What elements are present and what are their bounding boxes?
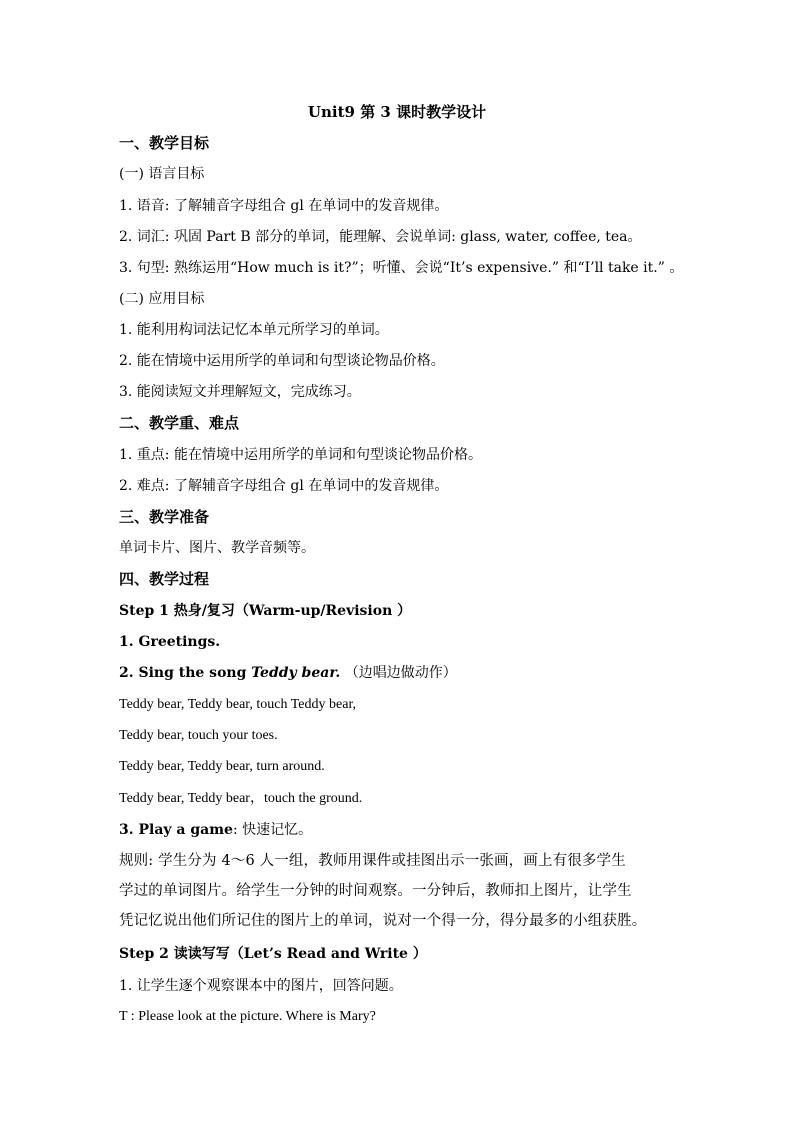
section-heading-key-points: 二、教学重、难点 xyxy=(119,414,240,432)
section-heading-preparation: 三、教学准备 xyxy=(119,508,210,526)
subheading-language-goals: (一) 语言目标 xyxy=(119,166,205,182)
rules-line: 学过的单词图片。给学生一分钟的时间观察。一分钟后，教师扣上图片，让学生 xyxy=(119,883,632,899)
dialog-line: T : Please look at the picture. Where is Mary? xyxy=(119,1009,376,1024)
rules-line: 凭记忆说出他们所记住的图片上的单词，说对一个得一分，得分最多的小组获胜。 xyxy=(119,913,647,929)
sing-song-note: （边唱边做动作） xyxy=(340,665,457,681)
game-item xyxy=(119,820,312,840)
section-heading-process: 四、教学过程 xyxy=(119,570,210,588)
sing-song-item xyxy=(119,663,457,683)
rules-line: 规则: 学生分为 4～6 人一组，教师用课件或挂图出示一张画，画上有很多学生 xyxy=(119,853,626,869)
game-label: 3. Play a game xyxy=(119,822,233,838)
sing-song-prefix: 2. Sing the song xyxy=(119,665,252,681)
language-goal-item: 1. 语音: 了解辅音字母组合 gl 在单词中的发音规律。 xyxy=(119,198,449,214)
subheading-application-goals: (二) 应用目标 xyxy=(119,291,205,307)
rules-paragraph xyxy=(119,846,679,936)
application-goal-item: 3. 能阅读短文并理解短文，完成练习。 xyxy=(119,384,361,400)
language-goal-item: 3. 句型: 熟练运用“How much is it?”；听懂、会说“It’s expensive.” 和“I’ll take it.” 。 xyxy=(119,260,684,276)
game-description: : 快速记忆。 xyxy=(232,822,313,838)
language-goal-item: 2. 词汇: 巩固 Part B 部分的单词，能理解、会说单词: glass, water, coffee, tea。 xyxy=(119,229,642,245)
key-point-item: 2. 难点: 了解辅音字母组合 gl 在单词中的发音规律。 xyxy=(119,478,449,494)
key-point-item: 1. 重点: 能在情境中运用所学的单词和句型谈论物品价格。 xyxy=(119,447,482,463)
step1-heading: Step 1 热身/复习（Warm-up/Revision ） xyxy=(119,603,412,619)
lyric-line: Teddy bear, Teddy bear，touch the ground. xyxy=(119,791,363,806)
application-goal-item: 2. 能在情境中运用所学的单词和句型谈论物品价格。 xyxy=(119,353,445,369)
document-title: Unit9 第 3 课时教学设计 xyxy=(307,103,487,121)
song-title: Teddy bear. xyxy=(251,665,341,681)
lyric-line: Teddy bear, touch your toes. xyxy=(119,728,278,743)
application-goal-item: 1. 能利用构词法记忆本单元所学习的单词。 xyxy=(119,322,389,338)
greetings-item: 1. Greetings. xyxy=(119,634,221,650)
lyric-line: Teddy bear, Teddy bear, turn around. xyxy=(119,759,325,774)
section-heading-objectives: 一、教学目标 xyxy=(119,134,210,152)
step2-heading: Step 2 读读写写（Let’s Read and Write ） xyxy=(119,946,427,962)
preparation-text: 单词卡片、图片、教学音频等。 xyxy=(119,540,315,556)
lyric-line: Teddy bear, Teddy bear, touch Teddy bear, xyxy=(119,697,357,712)
step2-item: 1. 让学生逐个观察课本中的图片，回答问题。 xyxy=(119,978,403,994)
